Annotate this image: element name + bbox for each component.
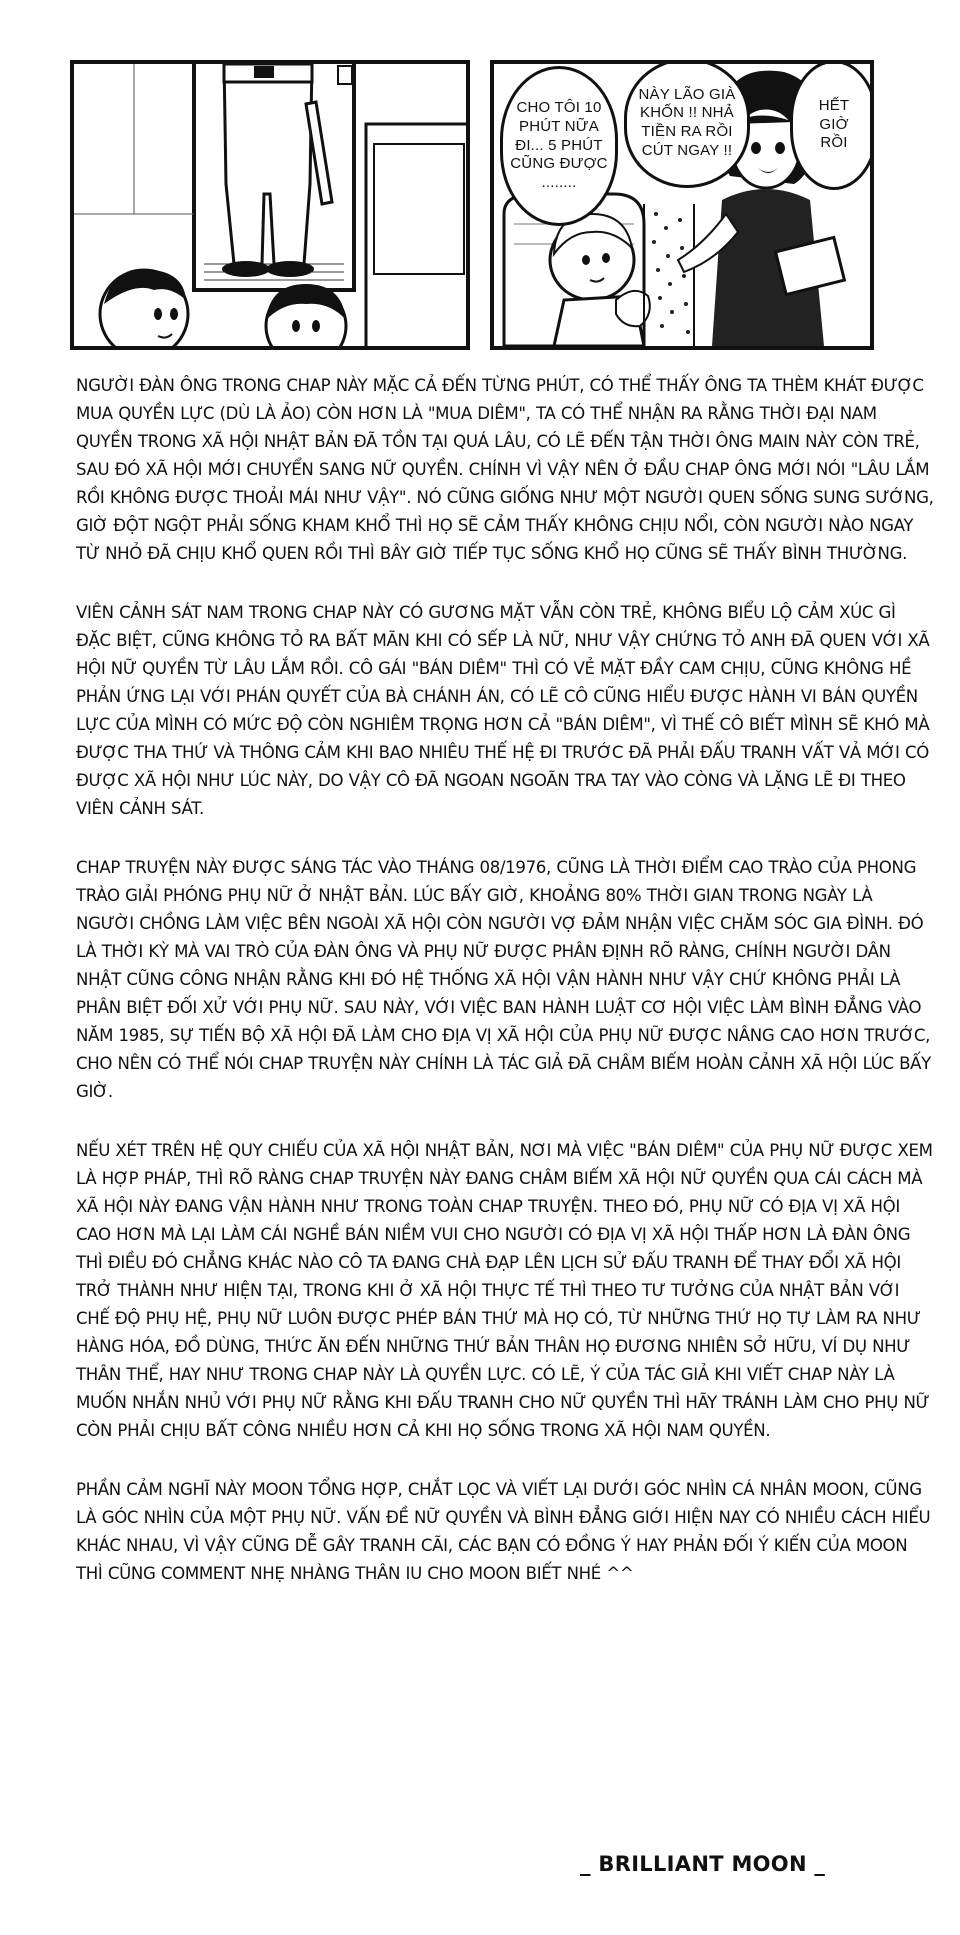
speech-bubble-lady-scold: NÀY LÃO GIÀ KHỐN !! NHẢ TIỀN RA RỒI CÚT NGAY !! (624, 60, 750, 188)
author-signature: _ BRILLIANT MOON _ (580, 1852, 826, 1876)
paragraph-1: NGƯỜI ĐÀN ÔNG TRONG CHAP NÀY MẶC CẢ ĐẾN TỪNG PHÚT, CÓ THỂ THẤY ÔNG TA THÈM KHÁT ĐƯỢC MUA QUYỀN LỰC (DÙ LÀ ẢO) CÒN HƠN LÀ "MUA DIÊM", TA CÓ THỂ NHẬN RA RẰNG THỜI ĐẠI NAM QUYỀN TRONG XÃ HỘI NHẬT BẢN ĐÃ TỒN TẠI QUÁ LÂU, CÓ LẼ ĐẾN TẬN THỜI ÔNG MAIN NÀY CÒN TRẺ, SAU ĐÓ XÃ HỘI MỚI CHUYỂN SANG NỮ QUYỀN. CHÍNH VÌ VẬY NÊN Ở ĐẦU CHAP ÔNG MỚI NÓI "LÂU LẮM RỒI KHÔNG ĐƯỢC THOẢI MÁI NHƯ VẬY". NÓ CŨNG GIỐNG NHƯ MỘT NGƯỜI QUEN SỐNG SUNG SƯỚNG, GIỜ ĐỘT NGỘT PHẢI SỐNG KHAM KHỔ THÌ HỌ SẼ CẢM THẤY KHÔNG CHỊU NỔI, CÒN NGƯỜI NÀO NGAY TỪ NHỎ ĐÃ CHỊU KHỔ QUEN RỒI THÌ BÂY GIỜ TIẾP TỤC SỐNG KHỔ HỌ CŨNG SẼ THẤY BÌNH THƯỜNG. (76, 376, 934, 563)
comic-panel-left (70, 60, 470, 350)
speech-bubble-old-man: CHO TÔI 10 PHÚT NỮA ĐI... 5 PHÚT CŨNG ĐƯỢC ........ (500, 66, 618, 226)
speech-bubble-time-up: HẾT GIỜ RỒI (790, 60, 874, 190)
paragraph-2: VIÊN CẢNH SÁT NAM TRONG CHAP NÀY CÓ GƯƠNG MẶT VẪN CÒN TRẺ, KHÔNG BIỂU LỘ CẢM XÚC GÌ ĐẶC BIỆT, CŨNG KHÔNG TỎ RA BẤT MÃN KHI CÓ SẾP LÀ NỮ, NHƯ VẬY CHỨNG TỎ ANH ĐÃ QUEN VỚI XÃ HỘI NỮ QUYỀN TỪ LÂU LẮM RỒI. CÔ GÁI "BÁN DIÊM" THÌ CÓ VẺ MẶT ĐẦY CAM CHỊU, CŨNG KHÔNG HỀ PHẢN ỨNG LẠI VỚI PHÁN QUYẾT CỦA BÀ CHÁNH ÁN, CÓ LẼ CÔ CŨNG HIỂU ĐƯỢC HÀNH VI BÁN QUYỀN LỰC CỦA MÌNH CÓ MỨC ĐỘ CÒN NGHIÊM TRỌNG HƠN CẢ "BÁN DIÊM", VÌ THẾ CÔ BIẾT MÌNH SẼ KHÓ MÀ ĐƯỢC THA THỨ VÀ THÔNG CẢM KHI BAO NHIÊU THẾ HỆ ĐI TRƯỚC ĐÃ PHẢI ĐẤU TRANH VẤT VẢ MỚI CÓ ĐƯỢC XÃ HỘI NHƯ LÚC NÀY, DO VẬY CÔ ĐÃ NGOAN NGOÃN TRA TAY VÀO CÒNG VÀ LẶNG LẼ ĐI THEO VIÊN CẢNH SÁT. (76, 603, 930, 818)
commentary-article (76, 372, 934, 1619)
comic-panel-right (490, 60, 874, 350)
paragraph-4: NẾU XÉT TRÊN HỆ QUY CHIẾU CỦA XÃ HỘI NHẬT BẢN, NƠI MÀ VIỆC "BÁN DIÊM" CỦA PHỤ NỮ ĐƯỢC XEM LÀ HỢP PHÁP, THÌ RÕ RÀNG CHAP TRUYỆN NÀY ĐANG CHÂM BIẾM XÃ HỘI NỮ QUYỀN QUA CÁI CÁCH MÀ XÃ HỘI NÀY ĐANG VẬN HÀNH NHƯ TRONG TOÀN CHAP TRUYỆN. THEO ĐÓ, PHỤ NỮ CÓ ĐỊA VỊ XÃ HỘI CAO HƠN MÀ LẠI LÀM CÁI NGHỀ BÁN NIỀM VUI CHO NGƯỜI CÓ ĐỊA VỊ XÃ HỘI THẤP HƠN LÀ ĐÀN ÔNG THÌ ĐIỀU ĐÓ CHẲNG KHÁC NÀO CÔ TA ĐANG CHÀ ĐẠP LÊN LỊCH SỬ ĐẤU TRANH ĐỂ THAY ĐỔI XÃ HỘI TRỞ THÀNH NHƯ HIỆN TẠI, TRONG KHI Ở XÃ HỘI THỰC TẾ THÌ THEO TƯ TƯỞNG CỦA NHẬT BẢN VỚI CHẾ ĐỘ PHỤ HỆ, PHỤ NỮ LUÔN ĐƯỢC PHÉP BÁN THỨ MÀ HỌ CÓ, TỪ NHỮNG THỨ HỌ TỰ LÀM RA NHƯ HÀNG HÓA, ĐỒ DÙNG, THỨC ĂN ĐẾN NHỮNG THỨ BẢN THÂN HỌ ĐƯƠNG NHIÊN SỞ HỮU, VÍ DỤ NHƯ THÂN THỂ, HAY NHƯ TRONG CHAP NÀY LÀ QUYỀN LỰC. CÓ LẼ, Ý CỦA TÁC GIẢ KHI VIẾT CHAP NÀY LÀ MUỐN NHẮN NHỦ VỚI PHỤ NỮ RẰNG KHI ĐẤU TRANH CHO NỮ QUYỀN THÌ HÃY TRÁNH LÀM CHO PHỤ NỮ CÒN PHẢI CHỊU BẤT CÔNG NHIỀU HƠN CẢ KHI HỌ SỐNG TRONG XÃ HỘI NAM QUYỀN. (76, 1141, 933, 1440)
paragraph-5: PHẦN CẢM NGHĨ NÀY MOON TỔNG HỢP, CHẮT LỌC VÀ VIẾT LẠI DƯỚI GÓC NHÌN CÁ NHÂN MOON, CŨNG LÀ GÓC NHÌN CỦA MỘT PHỤ NỮ. VẤN ĐỀ NỮ QUYỀN VÀ BÌNH ĐẲNG GIỚI HIỆN NAY CÓ NHIỀU CÁCH HIỂU KHÁC NHAU, VÌ VẬY CŨNG DỄ GÂY TRANH CÃI, CÁC BẠN CÓ ĐỒNG Ý HAY PHẢN ĐỐI Ý KIẾN CỦA MOON THÌ CŨNG COMMENT NHẸ NHÀNG THÂN IU CHO MOON BIẾT NHÉ ^^ (76, 1480, 931, 1583)
paragraph-3: CHAP TRUYỆN NÀY ĐƯỢC SÁNG TÁC VÀO THÁNG 08/1976, CŨNG LÀ THỜI ĐIỂM CAO TRÀO CỦA PHONG TRÀO GIẢI PHÓNG PHỤ NỮ Ở NHẬT BẢN. LÚC BẤY GIỜ, KHOẢNG 80% THỜI GIAN TRONG NGÀY LÀ NGƯỜI CHỒNG LÀM VIỆC BÊN NGOÀI XÃ HỘI CÒN NGƯỜI VỢ ĐẢM NHẬN VIỆC CHĂM SÓC GIA ĐÌNH. ĐÓ LÀ THỜI KỲ MÀ VAI TRÒ CỦA ĐÀN ÔNG VÀ PHỤ NỮ ĐƯỢC PHÂN ĐỊNH RÕ RÀNG, CHÍNH NGƯỜI DÂN NHẬT CŨNG CÔNG NHẬN RẰNG KHI ĐÓ HỆ THỐNG XÃ HỘI VẬN HÀNH NHƯ VẬY CHỨ KHÔNG PHẢI LÀ PHÂN BIỆT ĐỐI XỬ VỚI PHỤ NỮ. SAU NÀY, VỚI VIỆC BAN HÀNH LUẬT CƠ HỘI VIỆC LÀM BÌNH ĐẲNG VÀO NĂM 1985, SỰ TIẾN BỘ XÃ HỘI ĐÃ LÀM CHO ĐỊA VỊ XÃ HỘI CỦA PHỤ NỮ ĐƯỢC NÂNG CAO HƠN TRƯỚC, CHO NÊN CÓ THỂ NÓI CHAP TRUYỆN NÀY CHÍNH LÀ TÁC GIẢ ĐÃ CHÂM BIẾM HOÀN CẢNH XÃ HỘI LÚC BẤY GIỜ. (76, 858, 931, 1101)
comic-strip (70, 60, 874, 350)
panel-left-illustration (74, 64, 466, 346)
